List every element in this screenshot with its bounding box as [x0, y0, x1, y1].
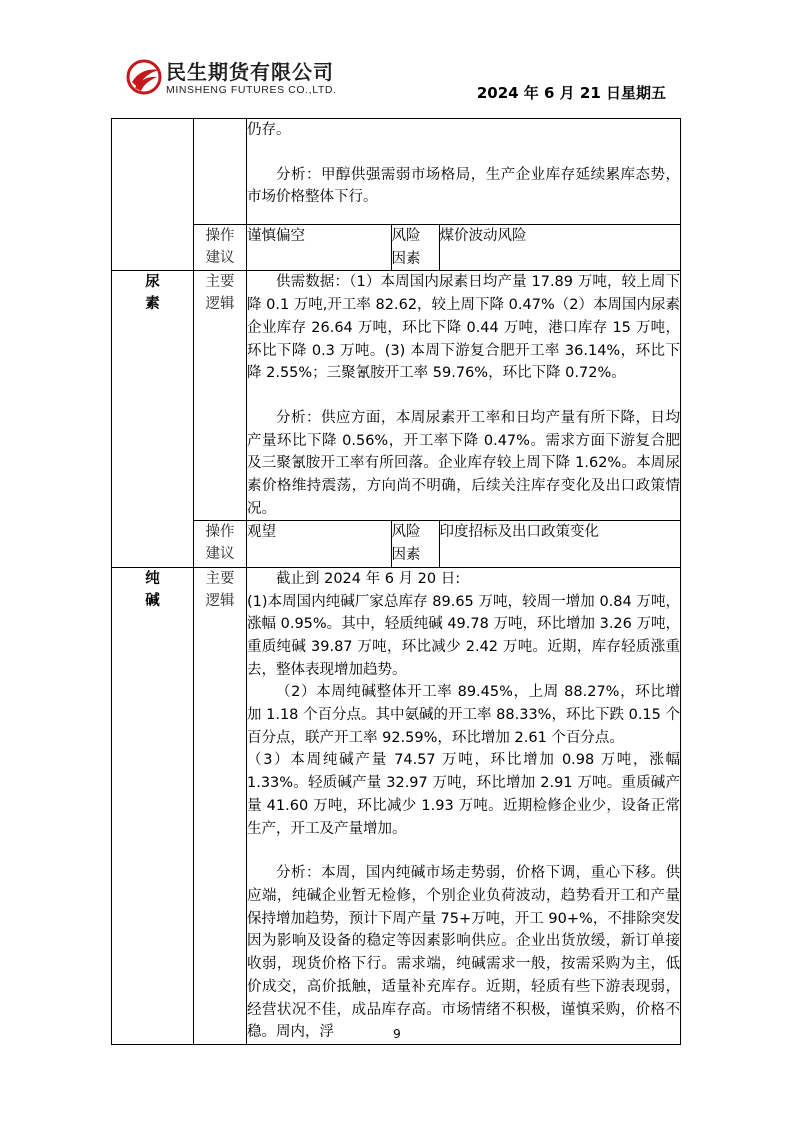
- company-logo: [126, 56, 366, 102]
- methanol-logic-analysis: 分析：甲醇供强需弱市场格局，生产企业库存延续累库态势，市场价格整体下行。: [247, 166, 680, 206]
- commodity-table: [111, 118, 681, 1045]
- spacer: [247, 840, 680, 862]
- op-label-text: 操作建议: [205, 228, 235, 266]
- soda-category-text: 纯碱: [145, 570, 160, 609]
- methanol-risk-value: 煤价波动风险: [439, 228, 527, 244]
- urea-op-inner: [247, 521, 680, 566]
- urea-analysis: 分析：供应方面，本周尿素开工率和日均产量有所下降，日均产量环比下降 0.56%，开工率下降 0.47%。需求方面下游复合肥及三聚氰胺开工率有所回落。企业库存较上周下降 1.62%。本周尿素价格维持震荡，方向尚不明确，后续关注库存变化及出口政策情况。: [247, 409, 680, 517]
- methanol-risk-label: [391, 225, 439, 270]
- methanol-logic-p1: 仍存。: [247, 122, 291, 138]
- spacer: [247, 142, 680, 164]
- soda-logic-label: [194, 567, 247, 1044]
- methanol-category-cell: [112, 119, 194, 271]
- soda-logic-content: [247, 567, 681, 1044]
- urea-logic-content: [247, 271, 681, 521]
- methanol-op-label: [194, 225, 247, 271]
- urea-op-label: [194, 521, 247, 567]
- minsheng-logo-icon: [126, 58, 162, 96]
- soda-analysis: 分析：本周，国内纯碱市场走势弱，价格下调，重心下移。供应端，纯碱企业暂无检修，个别企业负荷波动，趋势看开工和产量保持增加趋势，预计下周产量 75+万吨，开工 90+%，不排除突发因为影响及设备的稳定等因素影响供应。企业出货放缓，新订单接收弱，现货价格下行。需求端，纯碱需求一般，按需采购为主，低价成交，高价抵触，适量补充库存。近期，轻质有些下游表现弱，经营状况不佳，成品库存高。市场情绪不积极，谨慎采购，价格不稳。周内，浮: [247, 865, 680, 1041]
- soda-output: （3）本周纯碱产量 74.57 万吨，环比增加 0.98 万吨，涨幅 1.33%。轻质碱产量 32.97 万吨，环比增加 2.91 万吨。重质碱产量 41.60 万吨，环比减少 1.93 万吨。近期检修企业少，设备正常生产，开工及产量增加。: [247, 752, 680, 837]
- report-date: 2024 年 6 月 21 日星期五: [476, 84, 666, 102]
- urea-supply-demand-data: 供需数据：（1）本周国内尿素日均产量 17.89 万吨，较上周下降 0.1 万吨,开工率 82.62，较上周下降 0.47%（2）本周国内尿素企业库存 26.64 万吨，环比下降 0.44 万吨，港口库存 15 万吨，环比下降 0.3 万吨。(3) 本周下游复合肥开工率 36.14%，环比下降 2.55%；三聚氰胺开工率 59.76%，环比下降 0.72%。: [247, 274, 680, 382]
- brand-name-cn: 民生期货有限公司: [166, 60, 334, 84]
- page-number: 9: [393, 1027, 401, 1041]
- soda-category-cell: [112, 567, 194, 1044]
- op-label-text: 操作建议: [205, 524, 235, 563]
- methanol-logic-label-cell: [194, 119, 247, 225]
- urea-risk-label: [391, 521, 439, 566]
- risk-label-text: 风险因素: [391, 228, 421, 267]
- urea-op-row: [112, 521, 681, 567]
- soda-date-line: 截止到 2024 年 6 月 20 日:: [276, 570, 461, 587]
- urea-category-text: 尿素: [145, 274, 160, 313]
- soda-inventory: (1)本周国内纯碱厂家总库存 89.65 万吨，较周一增加 0.84 万吨，涨幅 0.95%。其中，轻质纯碱 49.78 万吨，环比增加 3.26 万吨，重质纯碱 39.87 万吨，环比减少 2.42 万吨。近期，库存轻质涨重去，整体表现增加趋势。: [247, 593, 680, 678]
- spacer: [247, 385, 680, 407]
- risk-label-text: 风险因素: [391, 524, 421, 564]
- brand-name-en: MINSHENG FUTURES CO.,LTD.: [166, 84, 337, 96]
- logic-label-text: 主要逻辑: [205, 274, 235, 313]
- methanol-op-row: [112, 225, 681, 271]
- methanol-logic-content: [247, 119, 681, 225]
- urea-category-cell: [112, 271, 194, 567]
- methanol-logic-row: [112, 119, 681, 225]
- urea-logic-label: [194, 271, 247, 521]
- soda-operating-rate: （2）本周纯碱整体开工率 89.45%，上周 88.27%，环比增加 1.18 个百分点。其中氨碱的开工率 88.33%，环比下跌 0.15 个百分点，联产开工率 92.59%，环比增加 2.61 个百分点。: [247, 684, 680, 746]
- methanol-op-value: 谨慎偏空: [247, 228, 305, 244]
- methanol-op-inner: [247, 225, 680, 270]
- soda-logic-row: [112, 567, 681, 1044]
- logic-label-text: 主要逻辑: [205, 570, 235, 609]
- urea-op-value: 观望: [247, 524, 276, 541]
- urea-logic-row: [112, 271, 681, 521]
- urea-risk-value: 印度招标及出口政策变化: [439, 524, 599, 541]
